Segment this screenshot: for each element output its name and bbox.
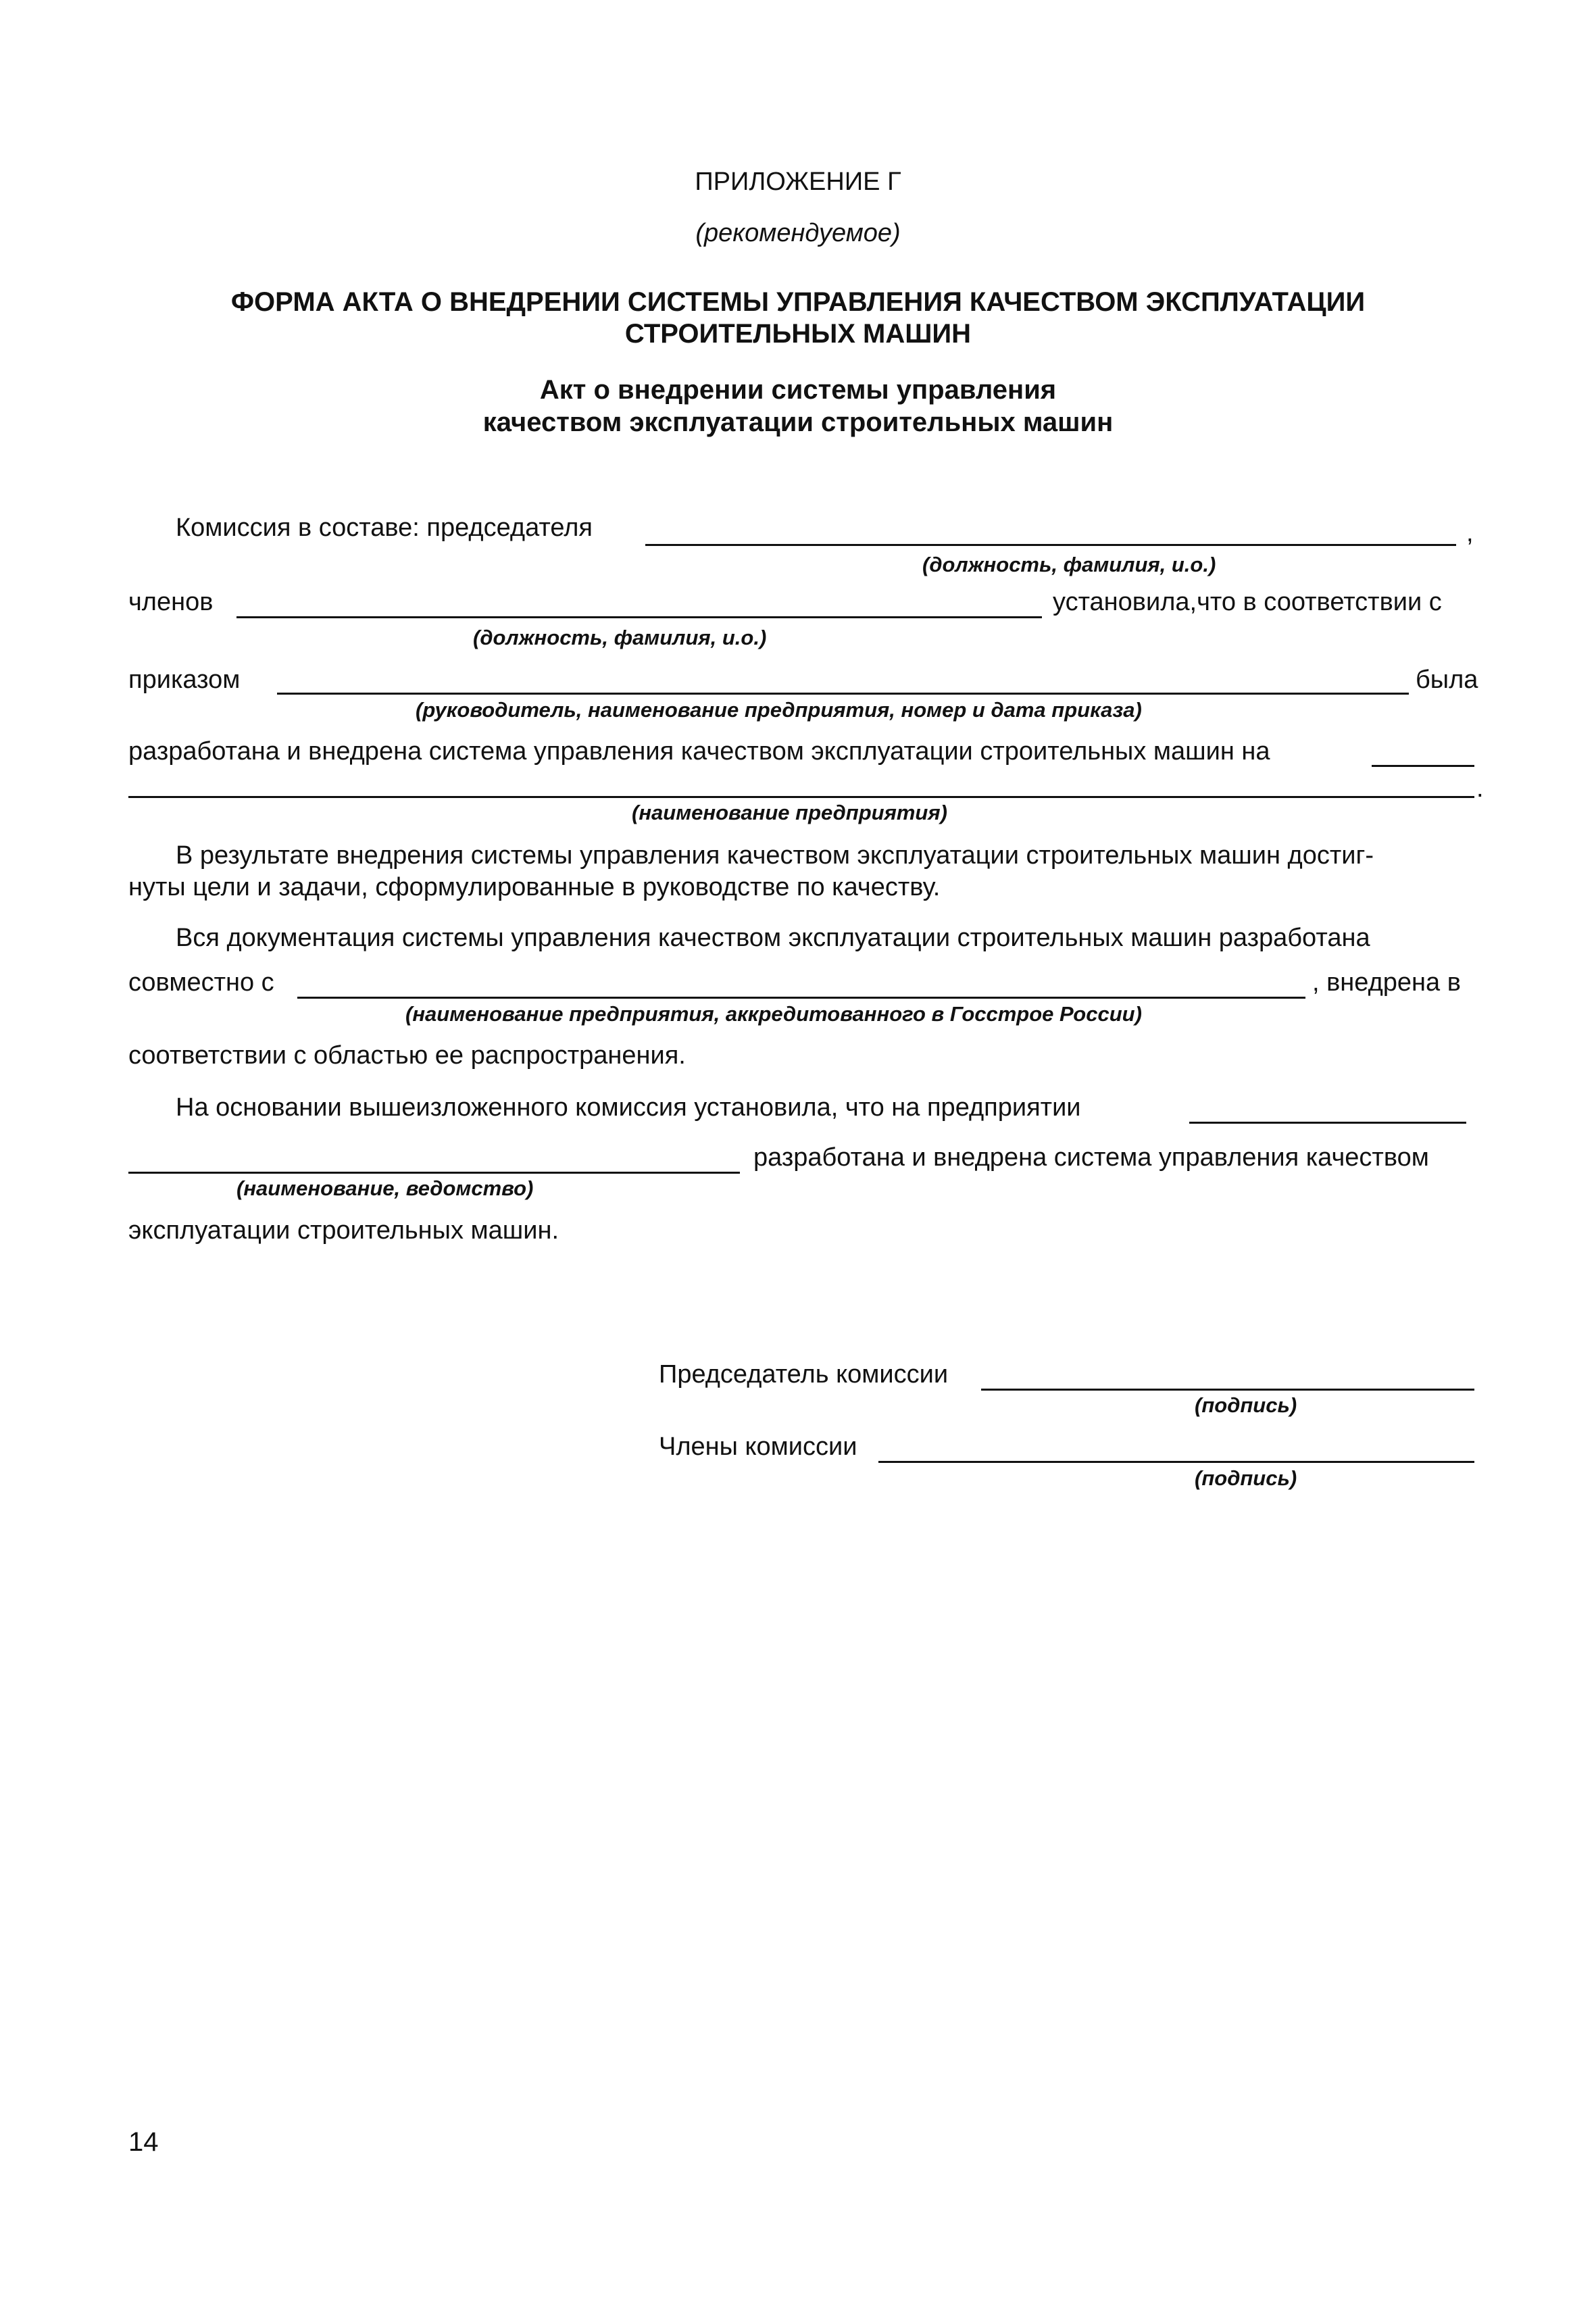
enterprise-caption: (наименование предприятия) — [632, 801, 947, 824]
chair-comma: , — [1466, 519, 1474, 547]
appendix-label: ПРИЛОЖЕНИЕ Г — [695, 168, 901, 196]
page-number: 14 — [128, 2127, 159, 2157]
accredited-caption: (наименование предприятия, аккредитованного в Госстрое России) — [405, 1002, 1142, 1026]
order-label: приказом — [128, 666, 241, 694]
established-text: установила,что в соответствии с — [1053, 588, 1442, 616]
docs-line1: Вся документация системы управления качеством эксплуатации строительных машин разработана — [176, 924, 1370, 952]
chair-signature-line[interactable] — [981, 1389, 1474, 1391]
order-field-line[interactable] — [277, 693, 1409, 695]
form-title-line2: СТРОИТЕЛЬНЫХ МАШИН — [624, 319, 972, 349]
implemented-text: , внедрена в — [1312, 968, 1461, 997]
chair-caption: (должность, фамилия, и.о.) — [922, 553, 1216, 576]
developed-quality-text: разработана и внедрена система управления качеством — [753, 1143, 1429, 1172]
recommended-label: (рекомендуемое) — [695, 219, 901, 247]
result-line1: В результате внедрения системы управления качеством эксплуатации строительных машин достиг- — [176, 841, 1374, 870]
members-signature-label: Члены комиссии — [659, 1433, 857, 1461]
form-title-line1: ФОРМА АКТА О ВНЕДРЕНИИ СИСТЕМЫ УПРАВЛЕНИЯ КАЧЕСТВОМ ЭКСПЛУАТАЦИИ — [230, 287, 1366, 317]
act-subtitle-line1: Акт о внедрении системы управления — [539, 375, 1057, 405]
name-field-line[interactable] — [128, 1172, 740, 1174]
jointly-label: совместно с — [128, 968, 274, 997]
enterprise-field-line[interactable] — [128, 796, 1474, 798]
order-caption: (руководитель, наименование предприятия, номер и дата приказа) — [416, 698, 1142, 722]
members-label: членов — [128, 588, 214, 616]
basis-field-line-short[interactable] — [1189, 1122, 1466, 1124]
scope-text: соответствии с областью ее распространения. — [128, 1041, 686, 1070]
accredited-field-line[interactable] — [297, 997, 1305, 999]
members-field-line[interactable] — [236, 616, 1042, 618]
chair-signature-caption: (подпись) — [1195, 1393, 1297, 1417]
name-caption: (наименование, ведомство) — [236, 1176, 534, 1200]
operation-text: эксплуатации строительных машин. — [128, 1216, 559, 1245]
members-signature-caption: (подпись) — [1195, 1466, 1297, 1490]
result-line2: нуты цели и задачи, сформулированные в руководстве по качеству. — [128, 873, 941, 901]
members-caption: (должность, фамилия, и.о.) — [473, 626, 767, 649]
members-signature-line[interactable] — [878, 1461, 1474, 1463]
developed-text: разработана и внедрена система управления качеством эксплуатации строительных машин на — [128, 737, 1270, 766]
was-text: была — [1416, 666, 1478, 694]
chair-signature-label: Председатель комиссии — [659, 1360, 949, 1389]
act-subtitle-line2: качеством эксплуатации строительных машин — [482, 407, 1114, 437]
basis-text: На основании вышеизложенного комиссия установила, что на предприятии — [176, 1093, 1081, 1122]
enterprise-field-line-short[interactable] — [1372, 765, 1474, 767]
enterprise-period: . — [1476, 774, 1484, 803]
commission-label: Комиссия в составе: председателя — [176, 514, 593, 542]
chair-field-line[interactable] — [645, 544, 1456, 546]
